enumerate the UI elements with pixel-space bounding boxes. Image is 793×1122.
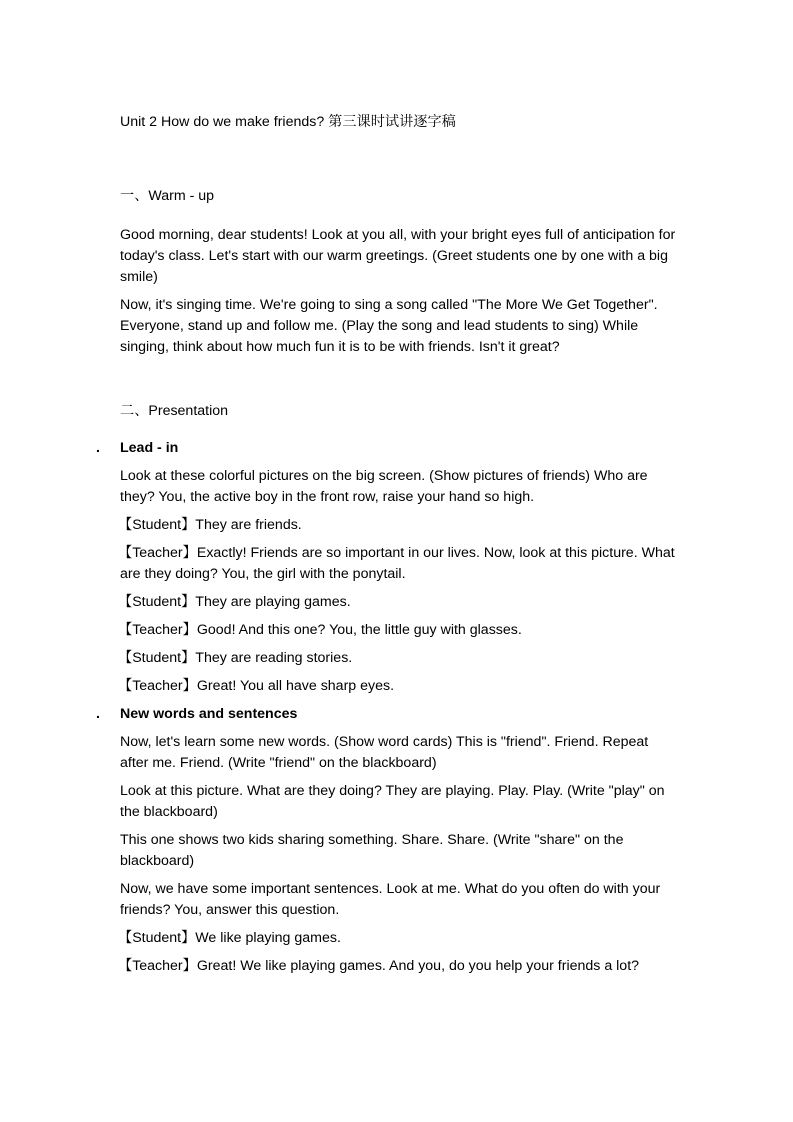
bullet-marker: . — [96, 706, 100, 722]
dialog-text: Great! You all have sharp eyes. — [196, 678, 395, 694]
speaker-tag: 【Student】 — [118, 930, 196, 946]
bullet-marker: . — [96, 440, 100, 456]
dialog-text: Good! And this one? You, the little guy with glasses. — [196, 622, 522, 638]
dialog-text: Exactly! Friends are so important in our lives. Now, look at this picture. What are they doing? You, the girl with the ponytail. — [120, 545, 675, 582]
dialog-line — [120, 676, 676, 697]
dialog-line — [120, 648, 676, 669]
paragraph: Good morning, dear students! Look at you all, with your bright eyes full of anticipation for today's class. Let's start with our warm greetings. (Greet students one by one with a big smile) — [120, 227, 676, 285]
paragraph: Now, it's singing time. We're going to sing a song called "The More We Get Together". Everyone, stand up and follow me. (Play the song and lead students to sing) While singing, think about how much fun it is to be with friends. Isn't it great? — [120, 297, 658, 355]
speaker-tag: 【Teacher】 — [118, 622, 197, 638]
paragraph: Look at this picture. What are they doing? They are playing. Play. Play. (Write "play" on the blackboard) — [120, 783, 665, 820]
document-page — [96, 112, 676, 984]
paragraph: Now, let's learn some new words. (Show word cards) This is "friend". Friend. Repeat after me. Friend. (Write "friend" on the blackboard) — [120, 734, 649, 771]
paragraph: Look at these colorful pictures on the big screen. (Show pictures of friends) Who are they? You, the active boy in the front row, raise your hand so high. — [120, 468, 648, 505]
dialog-text: They are friends. — [195, 517, 302, 533]
subheading-label: New words and sentences — [120, 706, 298, 722]
subheading-new-words — [96, 704, 676, 725]
subheading-lead-in — [96, 438, 676, 459]
dialog-line — [120, 928, 676, 949]
speaker-tag: 【Student】 — [118, 650, 196, 666]
dialog-text: We like playing games. — [195, 930, 341, 946]
speaker-tag: 【Teacher】 — [118, 678, 197, 694]
dialog-text: Great! We like playing games. And you, do you help your friends a lot? — [196, 958, 640, 974]
speaker-tag: 【Teacher】 — [118, 958, 197, 974]
speaker-tag: 【Teacher】 — [118, 545, 197, 561]
dialog-text: They are reading stories. — [195, 650, 353, 666]
dialog-line — [120, 956, 676, 977]
dialog-line — [120, 620, 676, 641]
paragraph: Now, we have some important sentences. Look at me. What do you often do with your friends? You, answer this question. — [120, 881, 661, 918]
section-heading-presentation: 二、Presentation — [120, 403, 229, 419]
paragraph: This one shows two kids sharing something. Share. Share. (Write "share" on the blackboard) — [120, 832, 624, 869]
section-heading-warmup: 一、Warm - up — [120, 188, 215, 204]
document-title: Unit 2 How do we make friends? 第三课时试讲逐字稿 — [120, 114, 456, 130]
speaker-tag: 【Student】 — [118, 594, 196, 610]
speaker-tag: 【Student】 — [118, 517, 196, 533]
dialog-line — [120, 592, 676, 613]
subheading-label: Lead - in — [120, 440, 179, 456]
dialog-text: They are playing games. — [195, 594, 351, 610]
dialog-line — [120, 515, 676, 536]
dialog-line — [120, 543, 676, 585]
